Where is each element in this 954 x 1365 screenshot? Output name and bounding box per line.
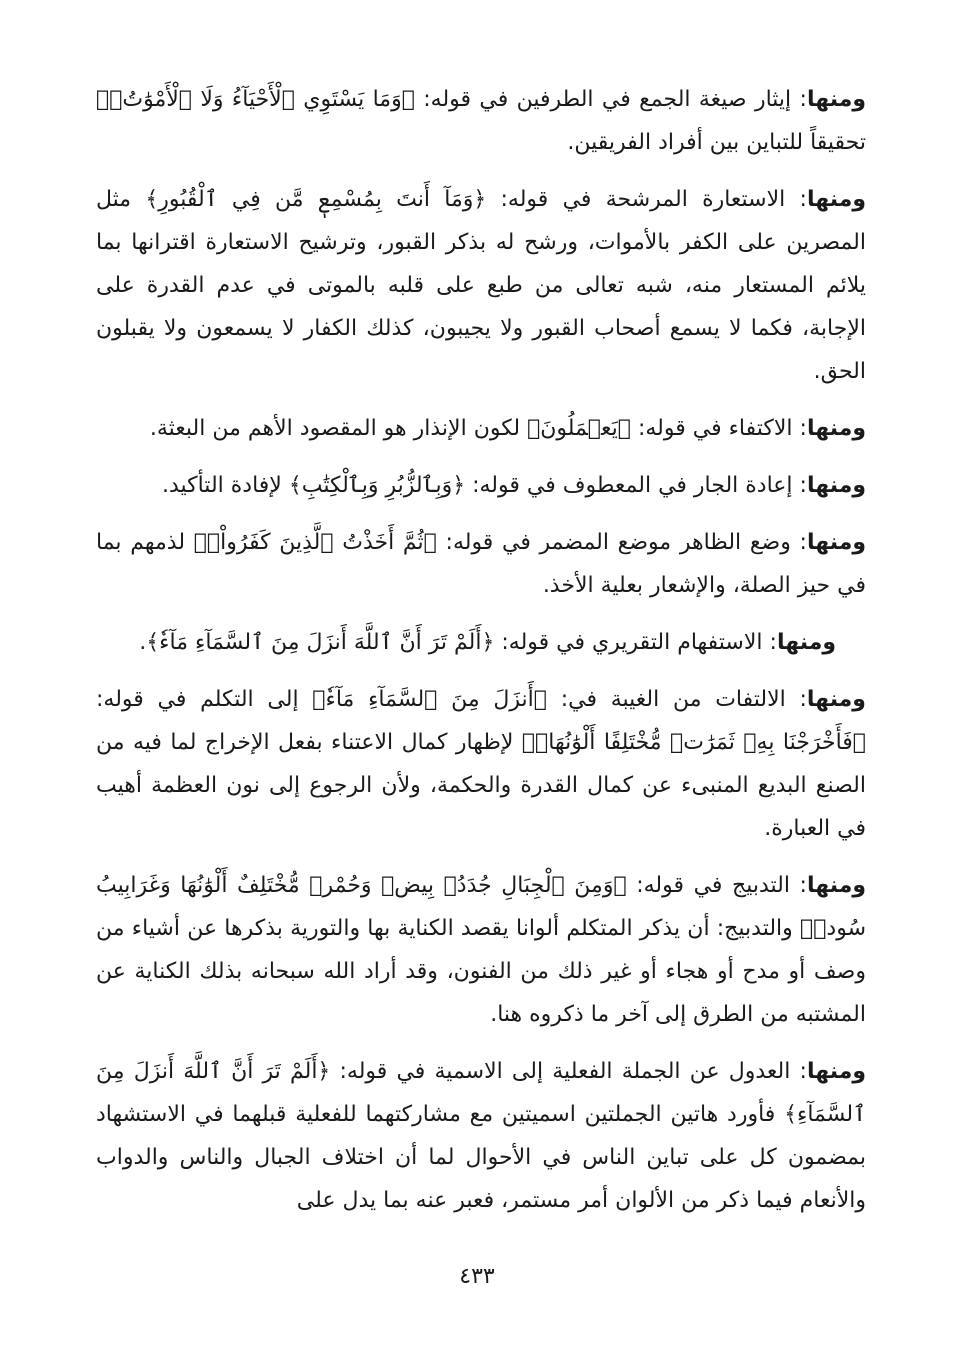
paragraph-lead: ومنها bbox=[806, 87, 866, 112]
paragraph-lead: ومنها bbox=[776, 630, 836, 655]
paragraph-8 bbox=[96, 864, 866, 1036]
quran-quote: ﴿وَمَا يَسْتَوِي ٱلْأَحْيَآءُ وَلَا ٱلْأَمْوَٰتُۚ﴾ bbox=[96, 87, 415, 112]
paragraph-text: : التدبيج في قوله: bbox=[626, 873, 807, 898]
paragraph-text: مثل المصرين على الكفر بالأموات، ورشح له بذكر القبور، وترشيح الاستعارة اقترانها بما يلائم المستعار منه، شبه تعالى من طبع على قلبه بالموتى في عدم القدرة على الإجابة، فكما لا يسمع أصحاب القبور ولا يجيبون، كذلك الكفار لا يسمعون ولا يقبلون الحق. bbox=[96, 187, 866, 384]
paragraph-lead: ومنها bbox=[806, 187, 867, 212]
paragraph-text: لكون الإنذار هو المقصود الأهم من البعثة. bbox=[149, 416, 528, 441]
paragraph-text: . bbox=[139, 630, 147, 655]
quran-quote: ﴿يَعۡمَلُونَ﴾ bbox=[527, 416, 631, 441]
page-body bbox=[96, 78, 866, 1278]
paragraph-text: : الالتفات من الغيبة في: bbox=[546, 687, 807, 712]
quran-quote: ﴿ثُمَّ أَخَذْتُ ٱلَّذِينَ كَفَرُواْۖ﴾ bbox=[193, 530, 437, 555]
paragraph-lead: ومنها bbox=[806, 873, 866, 898]
page-number: ٤٣٣ bbox=[459, 1264, 495, 1289]
quran-quote: ﴿وَمِنَ ٱلْجِبَالِ جُدَدُۢ بِيضٞ وَحُمْرٞ مُّخْتَلِفٌ أَلْوَٰنُهَا وَغَرَابِيبُ سُودٞ﴾ bbox=[96, 873, 866, 941]
paragraph-7 bbox=[96, 678, 866, 850]
paragraph-text: : إيثار صيغة الجمع في الطرفين في قوله: bbox=[414, 87, 807, 112]
paragraph-text: فأورد هاتين الجملتين اسميتين مع مشاركتهما للفعلية قبلهما في الاستشهاد بمضمون كل على تباين الناس في الأحوال لما أن اختلاف الجبال والناس والدواب والأنعام فيما ذكر من الألوان أمر مستمر، فعبر عنه بما يدل على bbox=[96, 1102, 866, 1213]
paragraph-5 bbox=[96, 521, 866, 607]
quran-quote: ﴿وَمَآ أَنتَ بِمُسْمِعٖ مَّن فِي ٱلْقُبُورِ﴾ bbox=[145, 187, 487, 212]
paragraph-text: لذمهم بما في حيز الصلة، والإشعار بعلية الأخذ. bbox=[96, 530, 866, 598]
paragraph-6 bbox=[96, 621, 866, 664]
paragraph-3 bbox=[96, 407, 866, 450]
paragraph-lead: ومنها bbox=[806, 1059, 866, 1084]
paragraph-text: تحقيقاً للتباين بين أفراد الفريقين. bbox=[567, 130, 866, 155]
paragraph-text: : العدول عن الجملة الفعلية إلى الاسمية في قوله: bbox=[330, 1059, 807, 1084]
quran-quote: ﴿أَلَمْ تَرَ أَنَّ ٱللَّهَ أَنزَلَ مِنَ ٱلسَّمَآءِ مَآءٗ﴾ bbox=[146, 630, 495, 655]
paragraph-lead: ومنها bbox=[806, 416, 866, 441]
paragraph-text: : الاستعارة المرشحة في قوله: bbox=[486, 187, 807, 212]
paragraph-lead: ومنها bbox=[806, 530, 866, 555]
paragraph-text: إلى التكلم في قوله: ﴿فَأَخْرَجْنَا بِهِۦ ثَمَرَٰتٖ مُّخْتَلِفًا أَلْوَٰنُهَاۚ﴾ لإظهار كمال الاعتناء بفعل الإخراج لما فيه من الصنع البديع المنبىء عن كمال القدرة والحكمة، ولأن الرجوع إلى نون العظمة أهيب في العبارة. bbox=[96, 687, 866, 841]
paragraph-text: لإفادة التأكيد. bbox=[161, 473, 289, 498]
paragraph-4 bbox=[96, 464, 866, 507]
paragraph-text: : الاستفهام التقريري في قوله: bbox=[494, 630, 777, 655]
paragraph-text: : إعادة الجار في المعطوف في قوله: bbox=[465, 473, 807, 498]
paragraph-text: : الاكتفاء في قوله: bbox=[630, 416, 807, 441]
paragraph-9 bbox=[96, 1050, 866, 1222]
paragraph-text: والتدبيج: أن يذكر المتكلم ألوانا يقصد الكناية بها والتورية بذكرها عن أشياء من وصف أو مدح أو هجاء أو غير ذلك من الفنون، وقد أراد الله سبحانه بذلك الكناية عن المشتبه من الطرق إلى آخر ما ذكروه هنا. bbox=[96, 916, 866, 1027]
quran-quote: ﴿أَلَمْ تَرَ أَنَّ ٱللَّهَ أَنزَلَ مِنَ ٱلسَّمَآءِ﴾ bbox=[96, 1059, 866, 1127]
quran-quote: ﴿أَنزَلَ مِنَ ٱلسَّمَآءِ مَآءٗ﴾ bbox=[312, 687, 547, 712]
paragraph-lead: ومنها bbox=[806, 687, 866, 712]
paragraph-2 bbox=[96, 178, 866, 393]
paragraph-text: : وضع الظاهر موضع المضمر في قوله: bbox=[436, 530, 807, 555]
quran-quote: ﴿وَبِٱلزُّبُرِ وَبِٱلْكِتَٰبِ﴾ bbox=[288, 473, 466, 498]
paragraph-lead: ومنها bbox=[806, 473, 866, 498]
paragraph-1 bbox=[96, 78, 866, 164]
